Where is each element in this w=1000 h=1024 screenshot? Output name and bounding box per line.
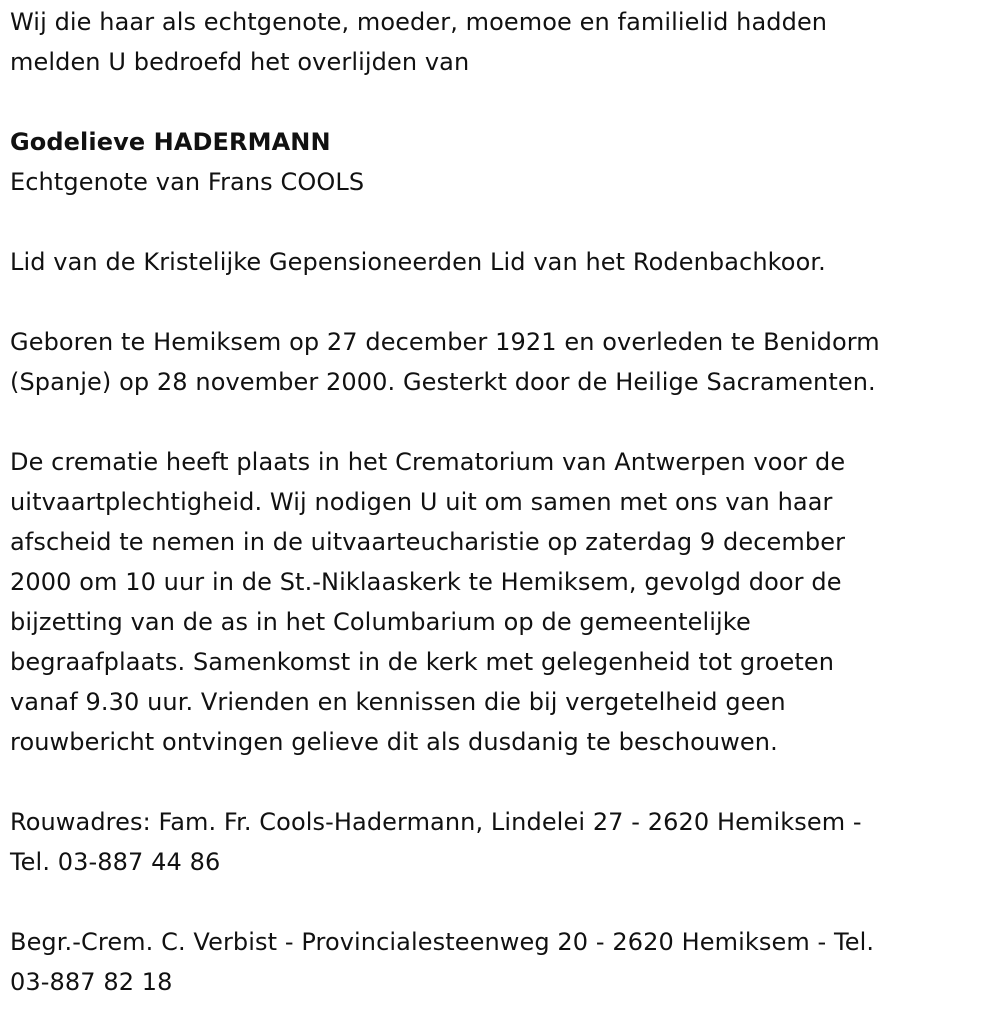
obituary-notice [10, 2, 985, 1002]
birth-death-paragraph [10, 322, 985, 402]
intro-line-2: melden U bedroefd het overlijden van [10, 48, 470, 76]
ceremony-line-7: vanaf 9.30 uur. Vrienden en kennissen die bij vergetelheid geen [10, 688, 786, 716]
ceremony-line-2: uitvaartplechtigheid. Wij nodigen U uit om samen met ons van haar [10, 488, 833, 516]
intro-paragraph [10, 2, 985, 82]
address-line-1: Rouwadres: Fam. Fr. Cools-Hadermann, Lindelei 27 - 2620 Hemiksem - [10, 808, 862, 836]
undertaker-line-1: Begr.-Crem. C. Verbist - Provincialesteenweg 20 - 2620 Hemiksem - Tel. [10, 928, 875, 956]
address-line-2: Tel. 03-887 44 86 [10, 848, 221, 876]
undertaker-line-2: 03-887 82 18 [10, 968, 173, 996]
ceremony-line-5: bijzetting van de as in het Columbarium op de gemeentelijke [10, 608, 751, 636]
deceased-name: Godelieve HADERMANN [10, 128, 331, 156]
spacer [10, 82, 985, 122]
birth-death-line-2: (Spanje) op 28 november 2000. Gesterkt door de Heilige Sacramenten. [10, 368, 876, 396]
spacer [10, 282, 985, 322]
membership-line: Lid van de Kristelijke Gepensioneerden Lid van het Rodenbachkoor. [10, 248, 826, 276]
ceremony-line-1: De crematie heeft plaats in het Crematorium van Antwerpen voor de [10, 448, 846, 476]
ceremony-line-3: afscheid te nemen in de uitvaarteucharistie op zaterdag 9 december [10, 528, 846, 556]
intro-line-1: Wij die haar als echtgenote, moeder, moemoe en familielid hadden [10, 8, 828, 36]
spacer [10, 762, 985, 802]
address-paragraph [10, 802, 985, 882]
undertaker-paragraph [10, 922, 985, 1002]
birth-death-line-1: Geboren te Hemiksem op 27 december 1921 en overleden te Benidorm [10, 328, 880, 356]
ceremony-line-4: 2000 om 10 uur in de St.-Niklaaskerk te Hemiksem, gevolgd door de [10, 568, 842, 596]
ceremony-line-8: rouwbericht ontvingen gelieve dit als dusdanig te beschouwen. [10, 728, 778, 756]
spouse-line: Echtgenote van Frans COOLS [10, 168, 365, 196]
ceremony-line-6: begraafplaats. Samenkomst in de kerk met gelegenheid tot groeten [10, 648, 835, 676]
spacer [10, 402, 985, 442]
spacer [10, 202, 985, 242]
ceremony-paragraph [10, 442, 985, 762]
spacer [10, 882, 985, 922]
